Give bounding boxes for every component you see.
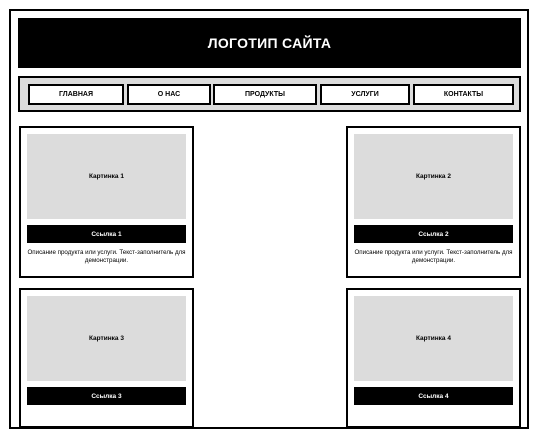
card-link-button[interactable]: Ссылка 2 [354,225,513,243]
nav-item-about[interactable]: О НАС [127,84,211,105]
card-image-placeholder [27,296,186,381]
main-nav [18,76,521,112]
product-card [19,288,194,428]
card-link-button[interactable]: Ссылка 1 [27,225,186,243]
card-image-placeholder [354,296,513,381]
site-header [18,18,521,68]
nav-item-home[interactable]: ГЛАВНАЯ [28,84,124,105]
card-link-button[interactable]: Ссылка 4 [354,387,513,405]
card-image-label: Картинка 2 [416,173,451,180]
product-card [346,126,521,278]
nav-item-services[interactable]: УСЛУГИ [320,84,410,105]
card-image-placeholder [354,134,513,219]
nav-item-contacts[interactable]: КОНТАКТЫ [413,84,514,105]
card-description: Описание продукта или услуги. Текст-заполнитель для демонстрации. [354,249,513,264]
product-card [19,126,194,278]
card-description: Описание продукта или услуги. Текст-заполнитель для демонстрации. [27,249,186,264]
card-image-label: Картинка 3 [89,335,124,342]
card-image-label: Картинка 4 [416,335,451,342]
card-link-button[interactable]: Ссылка 3 [27,387,186,405]
card-image-label: Картинка 1 [89,173,124,180]
card-image-placeholder [27,134,186,219]
product-card [346,288,521,428]
nav-item-products[interactable]: ПРОДУКТЫ [213,84,317,105]
site-logo-text: ЛОГОТИП САЙТА [207,35,332,51]
